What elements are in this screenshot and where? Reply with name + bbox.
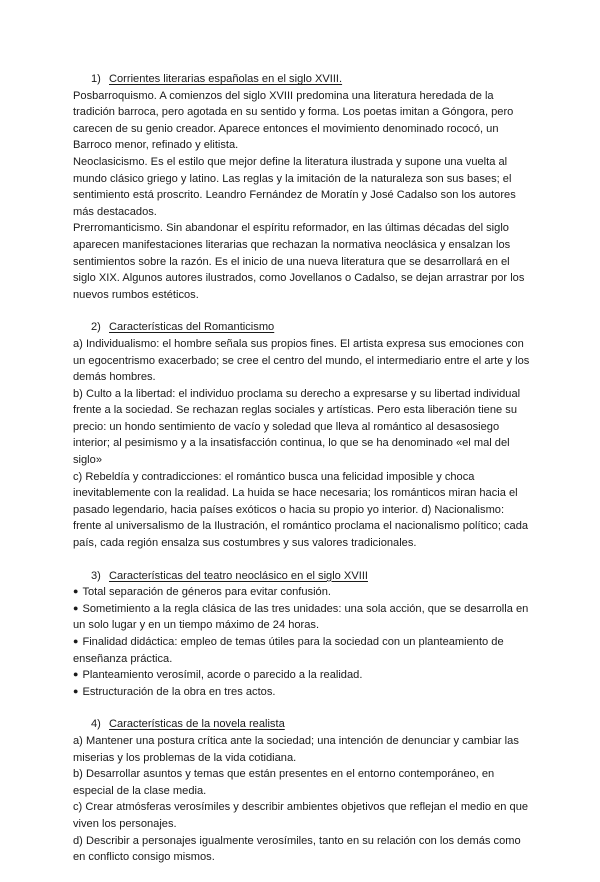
paragraph-rebeldia-nacionalismo: c) Rebeldía y contradicciones: el romántico busca una felicidad imposible y choca inevitablemente con la realidad. La huida se hace necesaria; los románticos miran hacia el pasado legendario, hacia países exóticos o hacia su propio yo interior. d) Nacionalismo: frente al universalismo de la Ilustración, el romántico proclama el nacionalismo político; cada país, cada región ensalza sus costumbres y sus valores tradicionales. — [73, 470, 529, 550]
section-number: 3) — [91, 569, 101, 582]
bullet-item: ● Planteamiento verosímil, acorde o parecido a la realidad. — [73, 667, 535, 684]
section-number: 4) — [91, 718, 101, 731]
section-teatro-neoclasico — [73, 568, 535, 701]
section-title: Características del Romanticismo — [109, 321, 275, 334]
paragraph-culto-libertad: b) Culto a la libertad: el individuo proclama su derecho a expresarse y su libertad individual frente a la sociedad. Se rechazan reglas sociales y artísticas. Pero esta liberación tiene su precio: un hondo sentimiento de vacío y soledad que lleva al romántico al desasosiego interior; al pesimismo y a la insatisfacción continua, lo que se ha denominado «el mal del siglo» — [73, 387, 521, 467]
paragraph-asuntos-temas: b) Desarrollar asuntos y temas que están presentes en el entorno contemporáneo, en especial de la clase media. — [73, 768, 495, 797]
paragraph-posbarroquismo: Posbarroquismo. A comienzos del siglo XVIII predomina una literatura heredada de la tradición barroca, pero agotada en su sentido y forma. Los poetas imitan a Góngora, pero carecen de su genio creador. Aparece entonces el movimiento denominado rococó, un Barroco menor, refinado y elitista. — [73, 89, 514, 152]
section-heading — [73, 71, 535, 88]
paragraph-neoclasicismo: Neoclasicismo. Es el estilo que mejor define la literatura ilustrada y supone una vuelta al mundo clásico griego y latino. Las reglas y la imitación de la naturaleza son sus bases; el sentimiento está proscrito. Leandro Fernández de Moratín y José Cadalso son los autores más destacados. — [73, 155, 516, 218]
section-heading — [73, 716, 535, 733]
bullet-item: ● Estructuración de la obra en tres actos. — [73, 684, 535, 701]
paragraph-personajes: d) Describir a personajes igualmente verosímiles, tanto en su relación con los demás como en conflicto consigo mismos. — [73, 834, 521, 864]
section-heading — [73, 568, 535, 585]
section-title: Características de la novela realista — [109, 718, 285, 731]
document-content — [73, 71, 535, 882]
paragraph-postura-critica: a) Mantener una postura crítica ante la sociedad; una intención de denunciar y cambiar las miserias y los problemas de la vida cotidiana. — [73, 734, 519, 764]
section-romanticismo — [73, 319, 535, 551]
section-title: Características del teatro neoclásico en el siglo XVIII — [109, 569, 368, 582]
section-heading — [73, 319, 535, 336]
bullet-item: ● Sometimiento a la regla clásica de las tres unidades: una sola acción, que se desarrolla en un solo lugar y en un tiempo máximo de 24 horas. — [73, 601, 535, 634]
section-title: Corrientes literarias españolas en el siglo XVIII. — [109, 73, 343, 85]
paragraph-individualismo: a) Individualismo: el hombre señala sus propios fines. El artista expresa sus emociones con un egocentrismo exacerbado; se cree el centro del mundo, el intermediario entre el arte y los demás hombres. — [73, 337, 530, 384]
section-number: 2) — [91, 321, 101, 334]
bullet-item: ● Finalidad didáctica: empleo de temas útiles para la sociedad con un planteamiento de enseñanza práctica. — [73, 634, 535, 667]
section-number: 1) — [91, 73, 101, 85]
bullet-item: ● Total separación de géneros para evitar confusión. — [73, 584, 535, 601]
paragraph-atmosferas: c) Crear atmósferas verosímiles y describir ambientes objetivos que reflejan el medio en que viven los personajes. — [73, 801, 529, 830]
paragraph-prerromanticismo: Prerromanticismo. Sin abandonar el espíritu reformador, en las últimas décadas del siglo aparecen manifestaciones literarias que rechazan la normativa neoclásica y ensalzan los sentimientos sobre la razón. Es el inicio de una nueva literatura que se desarrollará en el siglo XIX. Algunos autores ilustrados, como Jovellanos o Cadalso, se dejan arrastrar por los nuevos rumbos estéticos. — [73, 222, 525, 301]
section-novela-realista — [73, 716, 535, 865]
section-corrientes-literarias — [73, 71, 535, 303]
